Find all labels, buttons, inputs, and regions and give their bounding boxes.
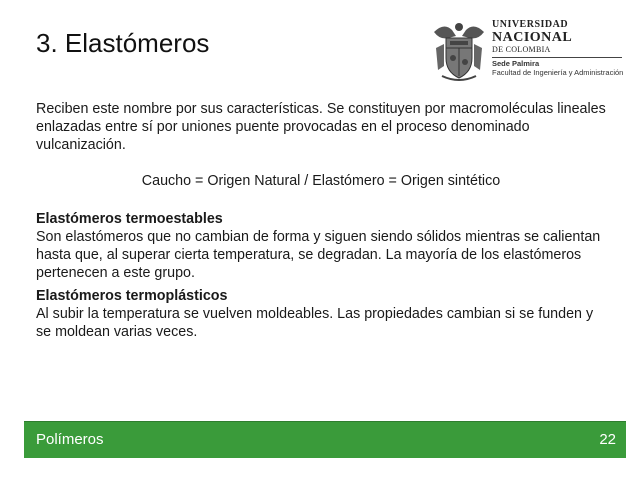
- footer-topic: Polímeros: [36, 431, 104, 448]
- heading-thermoplastic: Elastómeros termoplásticos: [36, 288, 228, 304]
- logo-faculty: Facultad de Ingeniería y Administración: [492, 67, 624, 77]
- origin-equation: Caucho = Origen Natural / Elastómero = Origen sintético: [141, 173, 501, 189]
- page-number: 22: [599, 431, 616, 448]
- intro-paragraph: Reciben este nombre por sus características. Se constituyen por macromoléculas lineales enlazadas entre sí por uniones puente provocadas en el proceso denominado vulcanización.: [36, 101, 606, 153]
- logo-divider: [492, 57, 622, 58]
- logo-colombia: DE COLOMBIA: [492, 45, 551, 54]
- heading-thermoset: Elastómeros termoestables: [36, 211, 223, 227]
- logo-university: UNIVERSIDAD: [492, 19, 569, 30]
- university-logo: [430, 18, 630, 88]
- footer-bar: [24, 421, 626, 458]
- thermoplastic-paragraph: Al subir la temperatura se vuelven moldeables. Las propiedades cambian si se funden y se moldean varias veces.: [36, 306, 594, 340]
- slide-body: [36, 100, 606, 341]
- coat-of-arms-icon: [430, 18, 488, 84]
- logo-nacional: NACIONAL: [492, 30, 573, 45]
- slide-title: 3. Elastómeros: [36, 28, 210, 58]
- logo-sede: Sede Palmira: [492, 59, 540, 68]
- thermoset-paragraph: Son elastómeros que no cambian de forma y siguen siendo sólidos mientras se calientan hasta que, al superar cierta temperatura, se degradan. La mayoría de los elastómeros pertenecen a este grupo.: [36, 229, 601, 281]
